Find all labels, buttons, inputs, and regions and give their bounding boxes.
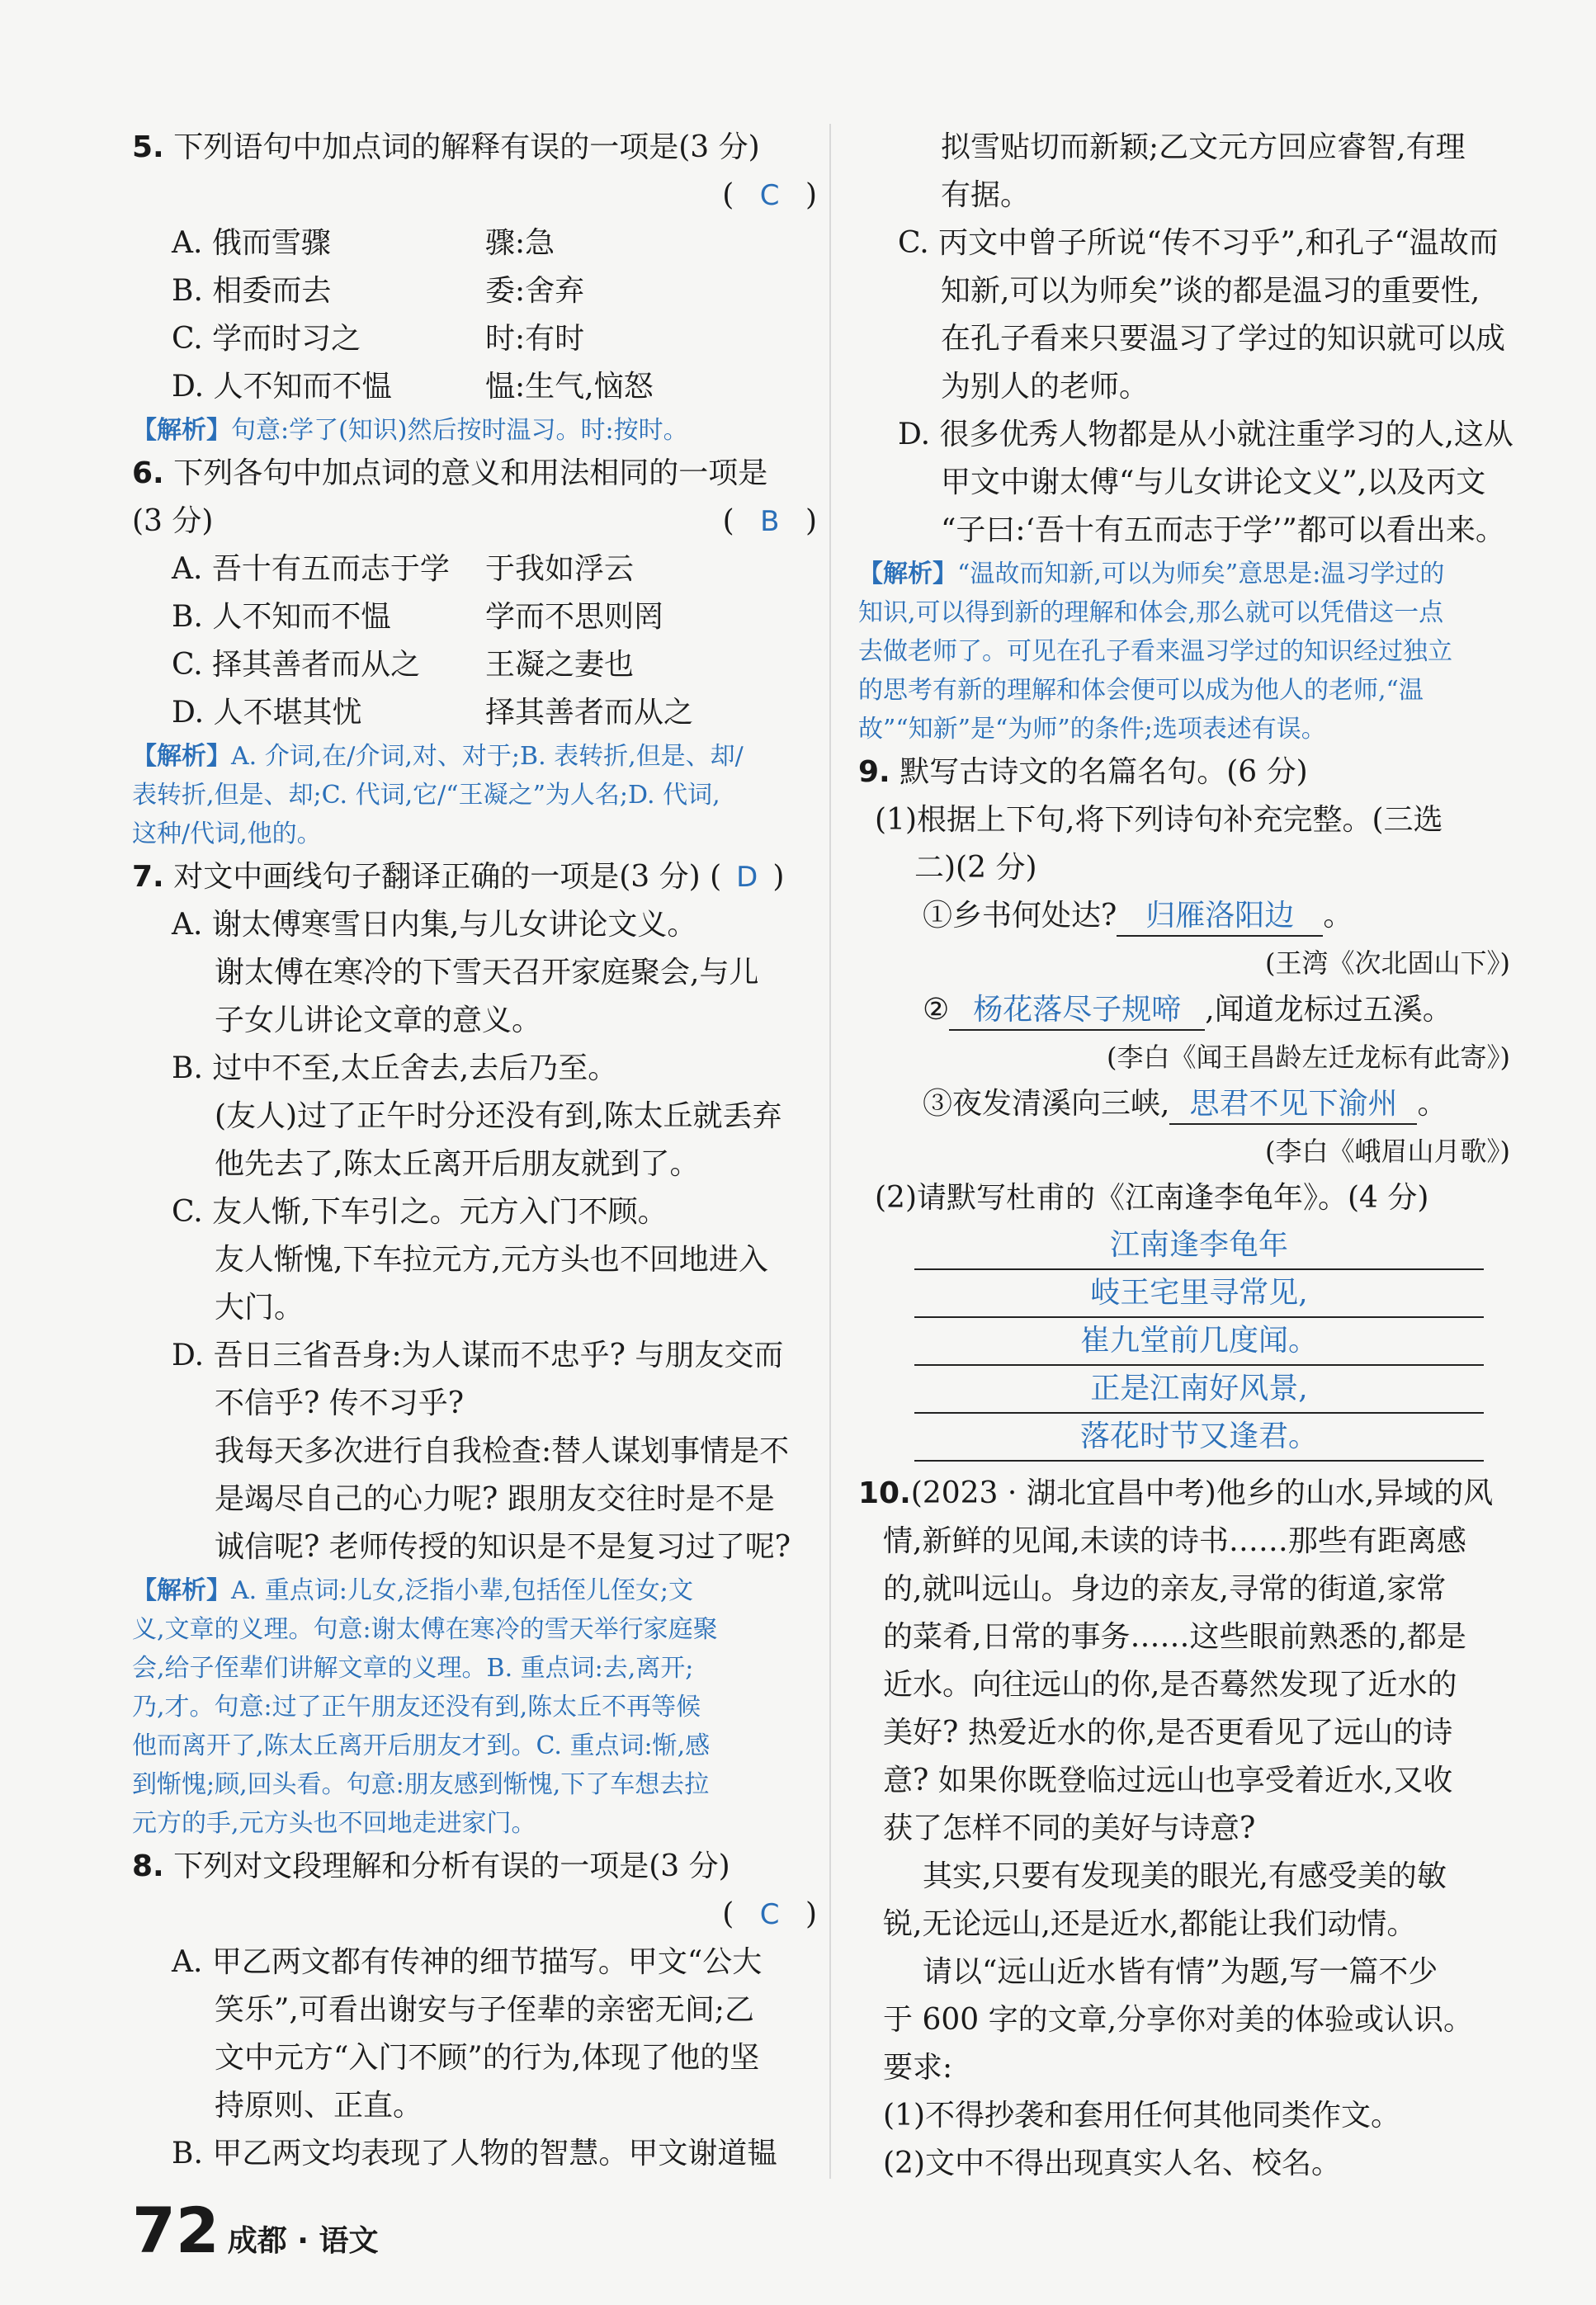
q8-option-line: B. 甲乙两文均表现了人物的智慧。甲文谢道韫 (172, 2137, 777, 2170)
q9-source-3: (李白《峨眉山月歌》) (1265, 1136, 1510, 1167)
q9-number: 9. (858, 755, 890, 789)
left-column (132, 124, 817, 2178)
q7-option-line: D. 吾日三省吾身:为人谋而不忠乎? 与朋友交而 (172, 1339, 784, 1372)
q10-line: 其实,只要有发现美的眼光,有感受美的敏 (923, 1859, 1447, 1893)
q8-options (132, 1939, 817, 2178)
q10-line: 锐,无论远山,还是近水,都能让我们动情。 (883, 1907, 1417, 1941)
q9-blank-1: 归雁洛阳边 (1117, 897, 1323, 937)
q8-option-line: 为别人的老师。 (941, 370, 1150, 404)
q5-option-a: A. 俄而雪骤 骤:急 (172, 226, 555, 260)
q8-answer: C (759, 1898, 780, 1931)
q5-stem: 下列语句中加点词的解释有误的一项是(3 分) (173, 130, 760, 164)
q10-line: (1)不得抄袭和套用任何其他同类作文。 (883, 2099, 1400, 2133)
q8-option-line: 有据。 (941, 178, 1031, 212)
q10-line: 请以“远山近水皆有情”为题,写一篇不少 (923, 1955, 1438, 1989)
q8-option-line: 甲文中谢太傅“与儿女讲论文义”,以及丙文 (941, 465, 1486, 499)
q7-number: 7. (132, 860, 164, 894)
q9-stem: 默写古诗文的名篇名句。(6 分) (900, 755, 1308, 789)
q6-analysis: 【解析】A. 介词,在/介词,对、对于;B. 表转折,但是、却/ 表转折,但是、却;C. 代词,它/“王凝之”为人名;D. 代词, 这种/代词,他的。 (132, 742, 744, 848)
q8-option-line: D. 很多优秀人物都是从小就注重学习的人,这从 (898, 418, 1513, 451)
paren-close: ) (805, 178, 817, 212)
q9-sub2: (2)请默写杜甫的《江南逢李龟年》。(4 分) (875, 1181, 1429, 1215)
q7-stem-line: 7. 对文中画线句子翻译正确的一项是(3 分) ( D ) (132, 860, 785, 894)
page-number: 72 (132, 2194, 220, 2267)
q8-option-line: 笑乐”,可看出谢安与子侄辈的亲密无间;乙 (215, 1993, 754, 2027)
q10-line: 近水。向往远山的你,是否蓦然发现了近水的 (883, 1668, 1457, 1702)
q8-option-line: 持原则、正直。 (215, 2089, 423, 2123)
q8-number: 8. (132, 1849, 164, 1883)
q10-line: 意? 如果你既登临过远山也享受着近水,又收 (883, 1764, 1453, 1797)
q7-option-line: 子女儿讲论文章的意义。 (215, 1004, 542, 1037)
q7-option-line: 我每天多次进行自我检查:替人谋划事情是不 (215, 1434, 790, 1468)
q8-option-line: 拟雪贴切而新颖;乙文元方回应睿智,有理 (941, 130, 1466, 164)
q8-options-continued (858, 124, 1513, 555)
q9-sub1b: 二)(2 分) (914, 851, 1037, 885)
q10-line: 情,新鲜的见闻,未读的诗书……那些有距离感 (883, 1524, 1466, 1558)
q8-stem: 下列对文段理解和分析有误的一项是(3 分) (173, 1849, 730, 1883)
poem-line: 落花时节又逢君。 (914, 1414, 1484, 1462)
q5-option-b: B. 相委而去 委:舍弃 (172, 274, 585, 308)
q5-stem-line (132, 124, 817, 172)
q8-option-line: C. 丙文中曾子所说“传不习乎”,和孔子“温故而 (898, 226, 1499, 260)
q8-answer-line: ( C ) (722, 1897, 817, 1931)
q6-answer: B (760, 505, 780, 538)
q10-line: (2)文中不得出现真实人名、校名。 (883, 2147, 1341, 2180)
q8-analysis: 【解析】“温故而知新,可以为师矣”意思是:温习学过的 知识,可以得到新的理解和体会,那么就可以凭借这一点 去做老师了。可见在孔子看来温习学过的知识经过独立 的思考有新的理解和体会便可以成为他人的老师,“温 故”“知新”是“为师”的条件;选项表述有误。 (858, 560, 1452, 744)
q5-answer-line (132, 172, 817, 220)
q8-option-line: 知新,可以为师矣”谈的都是温习的重要性, (941, 274, 1480, 308)
q7-option-line: C. 友人惭,下车引之。元方入门不顾。 (172, 1195, 668, 1229)
q6-number: 6. (132, 456, 164, 490)
q7-option-line: 友人惭愧,下车拉元方,元方头也不回地进入 (215, 1243, 768, 1277)
q7-option-line: 不信乎? 传不习乎? (215, 1386, 465, 1420)
q9-source-2: (李白《闻王昌龄左迁龙标有此寄》) (1107, 1042, 1510, 1073)
q10-line: 的菜肴,日常的事务……这些眼前熟悉的,都是 (883, 1620, 1466, 1654)
q5-answer: C (759, 179, 780, 212)
q10-line: 10.(2023 · 湖北宜昌中考)他乡的山水,异域的风 (858, 1476, 1494, 1510)
q9-item-3: ③夜发清溪向三峡, 思君不见下渝州 。 (858, 1080, 1510, 1128)
q5-option-d: D. 人不知而不愠 愠:生气,恼怒 (172, 370, 654, 404)
right-column (858, 124, 1513, 2188)
q5-number: 5. (132, 130, 164, 164)
q6-option-b: B. 人不知而不愠 学而不思则罔 (172, 600, 664, 634)
q7-option-line: B. 过中不至,太丘舍去,去后乃至。 (172, 1051, 618, 1085)
q9-poem (858, 1222, 1510, 1462)
q10-line: 美好? 热爱近水的你,是否更看见了远山的诗 (883, 1716, 1453, 1750)
q6-option-d: D. 人不堪其忧 择其善者而从之 (172, 696, 694, 730)
poem-line: 崔九堂前几度闻。 (914, 1318, 1484, 1366)
page-footer (132, 2194, 379, 2267)
q7-option-line: 诚信呢? 老师传授的知识是不是复习过了呢? (215, 1530, 791, 1564)
q10-line: 要求: (883, 2051, 953, 2085)
q6-stem-line (132, 450, 817, 498)
q6-stem: 下列各句中加点词的意义和用法相同的一项是 (173, 456, 768, 490)
q5-analysis: 【解析】句意:学了(知识)然后按时温习。时:按时。 (132, 416, 688, 445)
poem-line: 岐王宅里寻常见, (914, 1270, 1484, 1318)
q9-blank-2: 杨花落尽子规啼 (949, 991, 1205, 1031)
column-divider (829, 124, 831, 2179)
q9-item-2: ② 杨花落尽子规啼 ,闻道龙标过五溪。 (858, 986, 1510, 1034)
q7-option-line: 谢太傅在寒冷的下雪天召开家庭聚会,与儿 (215, 956, 759, 990)
q6-stem-line2: (3 分) ( B ) (132, 504, 817, 538)
q9-source-1: (王湾《次北固山下》) (1265, 947, 1510, 979)
q7-option-line: 是竭尽自己的心力呢? 跟朋友交往时是不是 (215, 1482, 775, 1516)
q6-option-c: C. 择其善者而从之 王凝之妻也 (172, 648, 635, 682)
q8-stem-line (132, 1843, 817, 1891)
q7-analysis: 【解析】A. 重点词:儿女,泛指小辈,包括侄儿侄女;文 义,文章的义理。句意:谢太傅在寒冷的雪天举行家庭聚 会,给子侄辈们讲解文章的义理。B. 重点词:去,离开; 乃,才。句意:过了正午朋友还没有到,陈太丘不再等候 他而离开了,陈太丘离开后朋友才到。C. 重点词:惭,感 到惭愧;顾,回头看。句意:朋友感到惭愧,下了车想去拉 元方的手,元方头也不回地走进家门。 (132, 1576, 718, 1838)
q8-option-line: 文中元方“入门不顾”的行为,体现了他的坚 (215, 2041, 760, 2075)
q10-line: 的,就叫远山。身边的亲友,寻常的街道,家常 (883, 1572, 1447, 1606)
q9-blank-3: 思君不见下渝州 (1169, 1085, 1417, 1125)
q9-stem-line (858, 749, 1510, 796)
q7-option-line: 他先去了,陈太丘离开后朋友就到了。 (215, 1147, 700, 1181)
q7-option-line: A. 谢太傅寒雪日内集,与儿女讲论文义。 (172, 908, 697, 942)
q7-option-line: (友人)过了正午时分还没有到,陈太丘就丢弃 (215, 1099, 782, 1133)
q10-line: 于 600 字的文章,分享你对美的体验或认识。 (883, 2003, 1474, 2037)
q6-option-a: A. 吾十有五而志于学 于我如浮云 (172, 552, 635, 586)
q10-line: 获了怎样不同的美好与诗意? (883, 1811, 1256, 1845)
q5-option-c: C. 学而时习之 时:有时 (172, 322, 585, 356)
q10-number: 10. (858, 1476, 911, 1510)
poem-line: 正是江南好风景, (914, 1366, 1484, 1414)
q9-item-1: ①乡书何处达? 归雁洛阳边 。 (858, 892, 1510, 940)
q10-essay-prompt (858, 1470, 1510, 2188)
q7-option-line: 大门。 (215, 1291, 305, 1325)
q8-option-line: A. 甲乙两文都有传神的细节描写。甲文“公大 (172, 1945, 763, 1979)
poem-line: 江南逢李龟年 (914, 1222, 1484, 1270)
book-brand: 成都 · 语文 (227, 2224, 379, 2258)
q7-options (132, 901, 817, 1571)
q7-answer: D (736, 861, 758, 894)
q9-sub1: (1)根据上下句,将下列诗句补充完整。(三选 (875, 803, 1443, 837)
q7-stem: 对文中画线句子翻译正确的一项是(3 分) (173, 860, 701, 894)
q8-option-line: 在孔子看来只要温习了学过的知识就可以成 (941, 322, 1506, 356)
paren-open: ( (722, 178, 734, 212)
q8-option-line: “子曰:‘吾十有五而志于学’”都可以看出来。 (941, 513, 1505, 547)
